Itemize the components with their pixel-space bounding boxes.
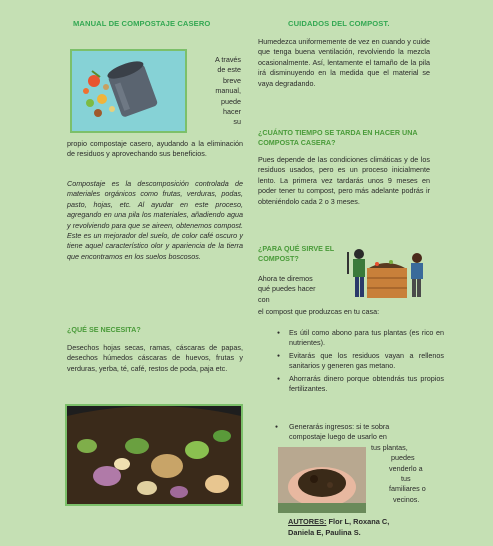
- intro-paragraph: propio compostaje casero, ayudando a la eliminación de residuos y aprovechando sus beneficios.: [67, 139, 243, 159]
- manual-title: MANUAL DE COMPOSTAJE CASERO: [73, 19, 211, 28]
- intro-line: hacer: [223, 107, 241, 117]
- compost-bucket-image: [70, 49, 187, 133]
- authors-line: Daniela E, Paulina S.: [288, 528, 361, 537]
- time-paragraph: Pues depende de las condiciones climáticas y de los residuos usados, pero es un proceso inicialmente lento. La primera vez tardarás unos 9 meses en poder tener tu compost, pero más adelante podrás ir obteniéndolo cada 2 o 3 meses.: [258, 155, 430, 206]
- care-paragraph: Humedezca uniformemente de vez en cuando y cuide que tenga buena ventilación, revolviendo la mezcla ocasionalmente. Así, lentamente el tamaño de la pila irá disminuyendo en la medida que el material se vaya degradando.: [258, 37, 430, 88]
- income-line: venderlo a: [389, 463, 423, 473]
- time-heading: ¿CUÁNTO TIEMPO SE TARDA EN HACER UNA COMPOSTA CASERA?: [258, 128, 418, 148]
- care-title: CUIDADOS DEL COMPOST.: [288, 19, 390, 28]
- use-intro-side: [258, 274, 348, 305]
- intro-line: A través: [215, 55, 241, 64]
- use-intro-line: con: [258, 294, 270, 304]
- income-line: tus plantas,: [371, 442, 408, 452]
- intro-line: su: [233, 117, 241, 127]
- list-item: ● Evitarás que los residuos vayan a rellenos sanitarios y generen gas metano.: [289, 351, 444, 372]
- income-line: Generarás ingresos: si te sobra: [289, 422, 390, 431]
- authors-names: Flor L, Roxana C,: [326, 517, 390, 526]
- income-line: puedes: [391, 453, 415, 463]
- intro-line: breve: [223, 75, 241, 85]
- use-intro-line: qué puedes hacer: [258, 284, 316, 294]
- intro-side-text: [193, 55, 241, 128]
- authors-block: [288, 516, 389, 538]
- compost-definition: Compostaje es la descomposición controlada de materiales orgánicos como frutas, verduras, podas, pasto, hojas, etc. Al ayudar en este proceso, agregando en una pila los materiales, añadiendo agua y revolviendo para que se aireen, obtenemos compost. Este es un mejorador del suelo, de color café oscuro y tiene aquel característico olor y apariencia de la tierra que encontramos en los suelos boscosos.: [67, 179, 243, 261]
- income-line: tus: [401, 474, 411, 484]
- authors-label: AUTORES:: [288, 517, 327, 526]
- list-item: ● Ahorrarás dinero porque obtendrás tus propios fertilizantes.: [289, 374, 444, 395]
- authors-line: [288, 516, 389, 527]
- intro-line: puede: [221, 96, 241, 106]
- income-line: compostaje luego de usarlo en: [289, 432, 387, 442]
- compost-people-illustration: [347, 244, 429, 306]
- intro-line: de este: [217, 65, 241, 75]
- income-line: familiares o: [389, 484, 426, 494]
- compost-scraps-image: [65, 404, 243, 506]
- income-line: vecinos.: [393, 494, 420, 504]
- use-intro-line: Ahora te diremos: [258, 274, 313, 283]
- soil-hands-image: [278, 447, 366, 513]
- needs-paragraph: Desechos hojas secas, ramas, cáscaras de papas, desechos húmedos cáscaras de huevos, frutas y verduras, yerba, té, café, restos de poda, paja etc.: [67, 343, 243, 373]
- use-intro-paragraph: el compost que produzcas en tu casa:: [258, 307, 380, 316]
- bullet-dot-icon: ●: [275, 424, 279, 430]
- benefits-list: [275, 328, 444, 396]
- use-heading: ¿PARA QUÉ SIRVE EL COMPOST?: [258, 244, 335, 264]
- list-item: ● Es útil como abono para tus plantas (es rico en nutrientes).: [289, 328, 444, 349]
- needs-heading: ¿QUÉ SE NECESITA?: [67, 325, 141, 334]
- intro-line: manual,: [215, 86, 241, 96]
